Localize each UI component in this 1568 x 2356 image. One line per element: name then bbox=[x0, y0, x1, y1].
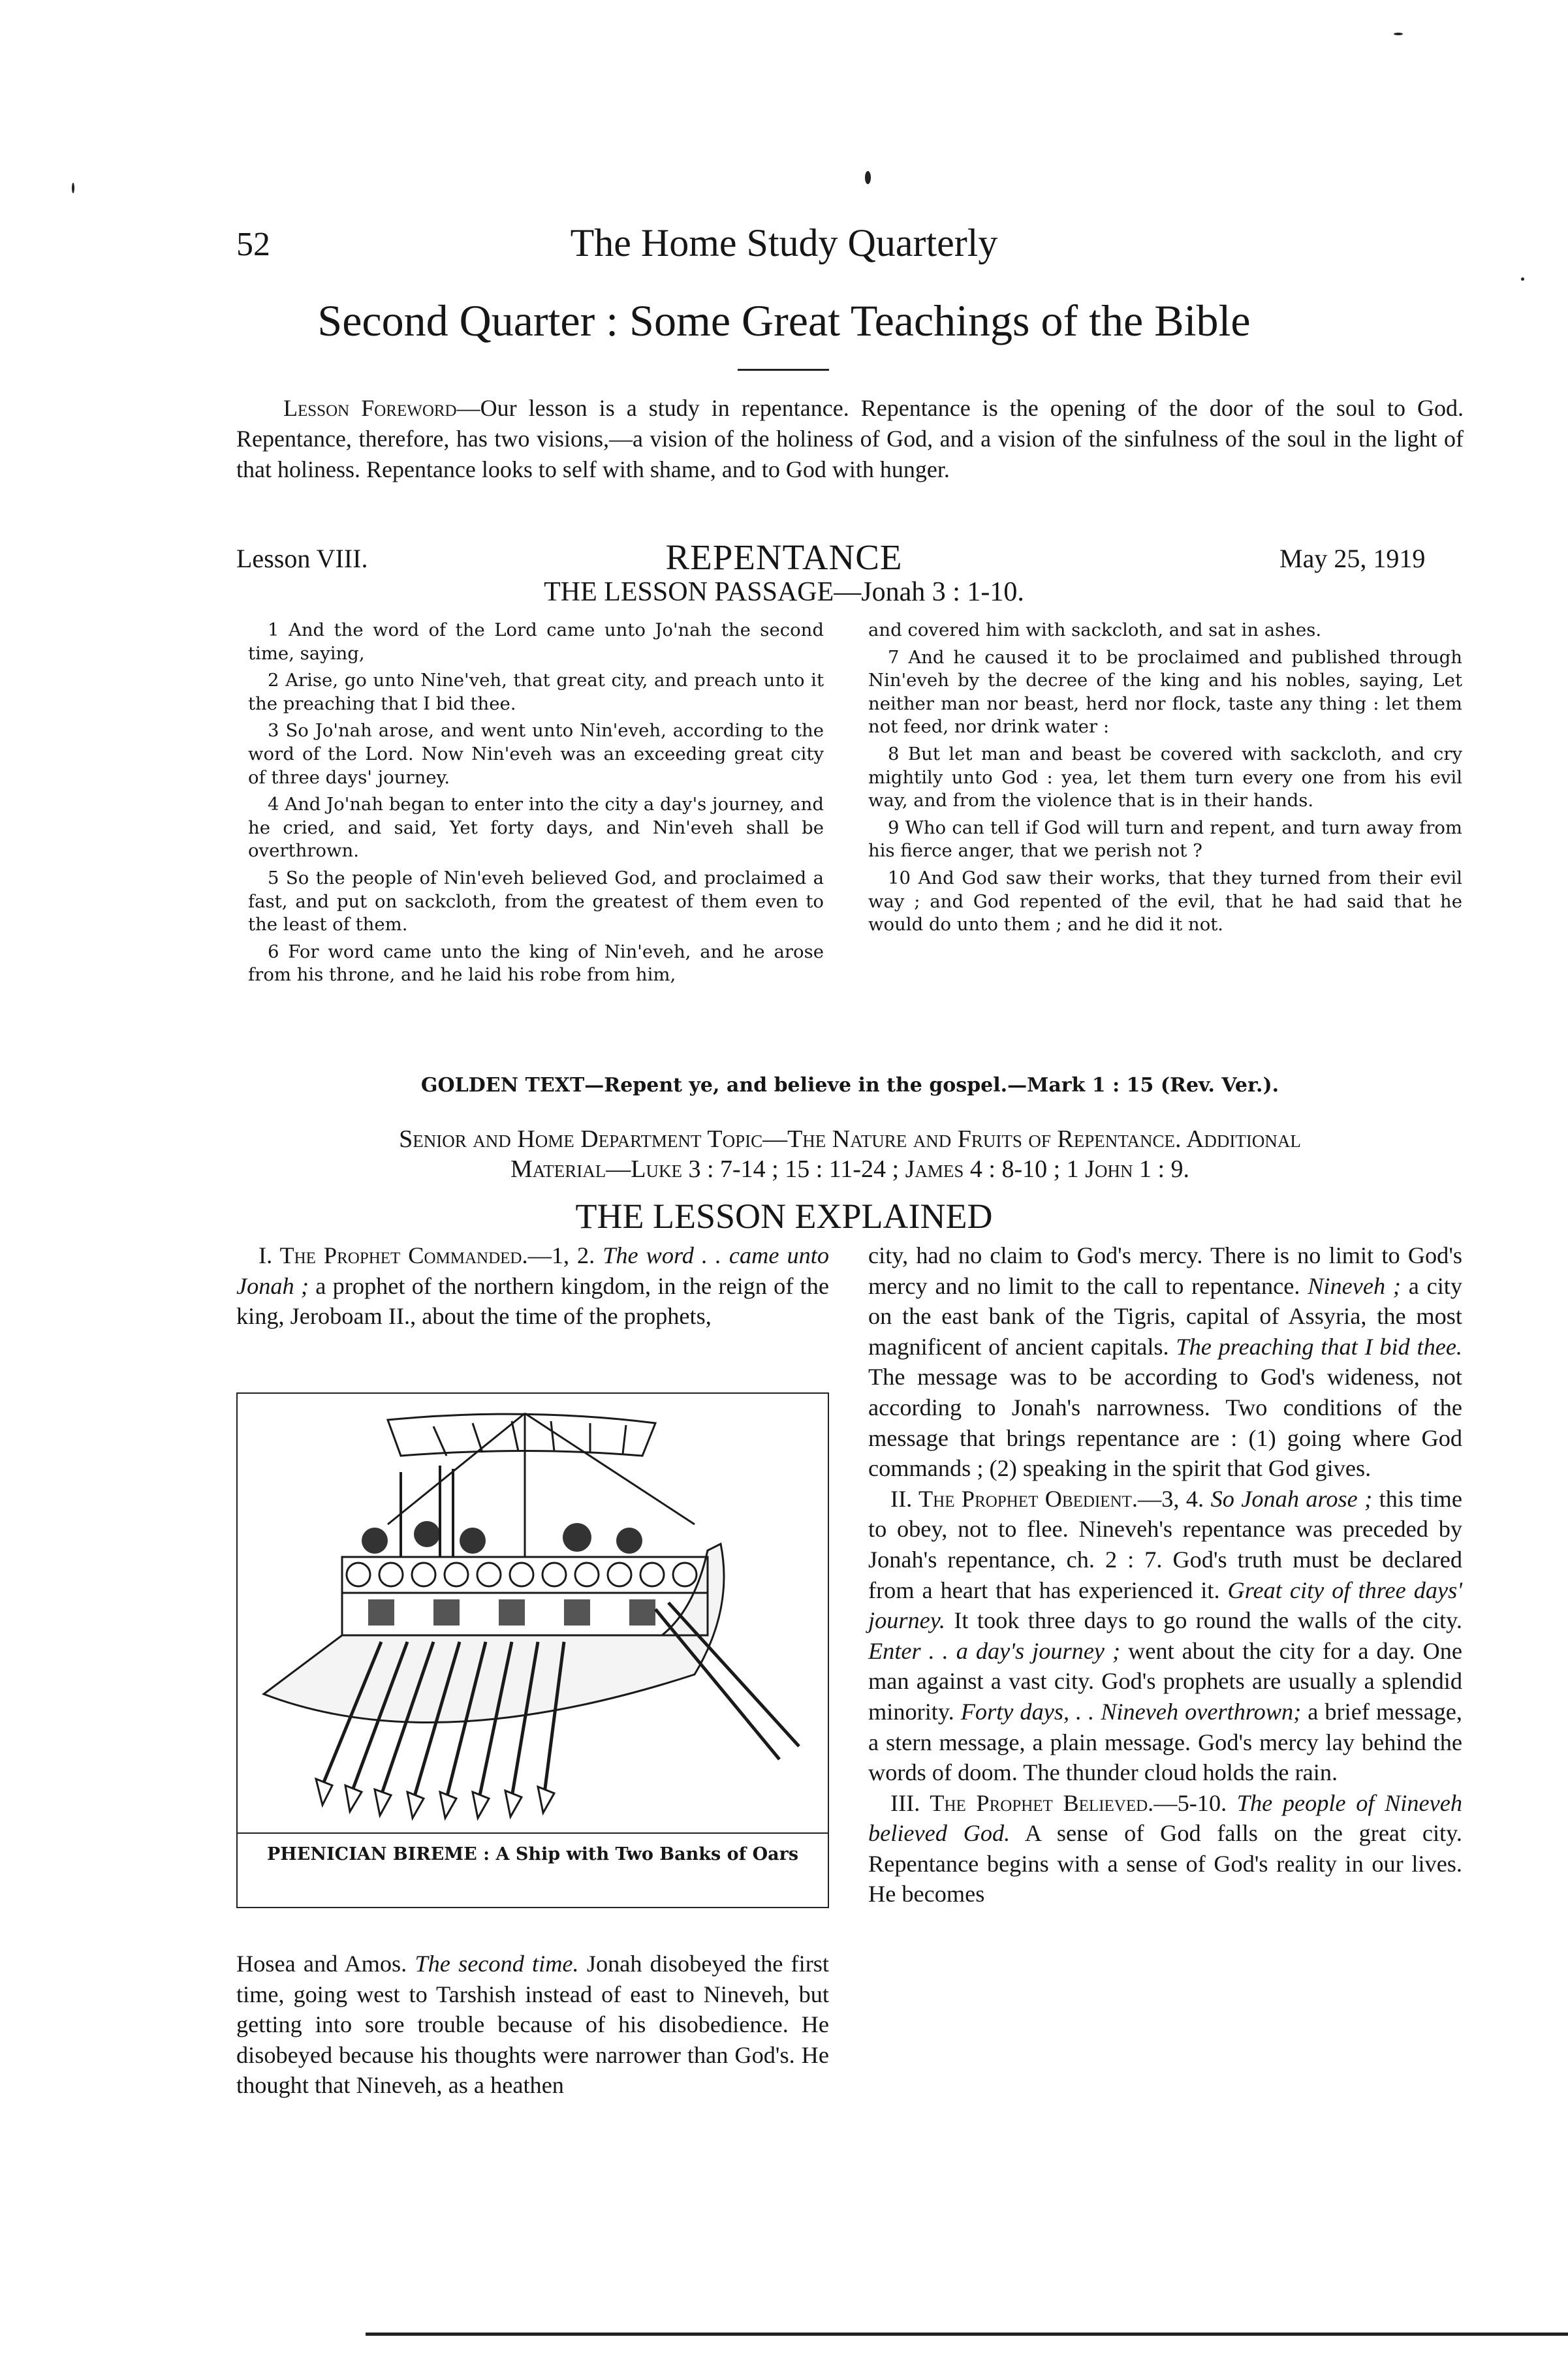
scripture-left-column bbox=[248, 619, 824, 991]
figure-caption: PHENICIAN BIREME : A Ship with Two Banks of Oars bbox=[266, 1844, 799, 1864]
paragraph bbox=[236, 1240, 829, 1332]
caption-rule bbox=[238, 1832, 828, 1834]
verse: 9 Who can tell if God will turn and repent, and turn away from his fierce anger, that we perish not ? bbox=[868, 817, 1462, 862]
section-label: III. The Prophet Believed. bbox=[890, 1789, 1154, 1816]
text: Hosea and Amos. bbox=[236, 1951, 407, 1977]
bireme-figure bbox=[236, 1392, 829, 1908]
topic-line: Material—Luke 3 : 7-14 ; 15 : 11-24 ; James 4 : 8-10 ; 1 John 1 : 9. bbox=[510, 1155, 1189, 1183]
department-topic bbox=[236, 1124, 1464, 1184]
text: this time to obey, not to flee. Nineveh's repentance was preceded by Jonah's repentance, ch. 2 : 7. God's truth must be declared from a heart that has experienced it. bbox=[868, 1485, 1463, 1603]
quote: Forty days, . . Nineveh overthrown; bbox=[960, 1698, 1302, 1725]
verse: 5 So the people of Nin'eveh believed God, and proclaimed a fast, and put on sackcloth, from the greatest of them even to the least of them. bbox=[248, 867, 824, 935]
scripture-right-column bbox=[868, 619, 1462, 941]
text: A sense of God falls on the great city. Repentance begins with a sense of God's reality in our lives. He becomes bbox=[868, 1820, 1462, 1908]
quote: Great city of three days' journey. bbox=[868, 1577, 1463, 1634]
text: went about the city for a day. One man against a vast city. God's prophets are usually a splendid minority. bbox=[868, 1637, 1463, 1725]
warriors bbox=[362, 1521, 642, 1554]
verse: 2 Arise, go unto Nine'veh, that great city, and preach unto it the preaching that I bid thee. bbox=[248, 670, 824, 714]
quote: The word . . came unto Jonah ; bbox=[236, 1242, 829, 1299]
quote: Nineveh ; bbox=[1308, 1272, 1401, 1299]
scan-speck bbox=[865, 171, 871, 184]
series-title: Second Quarter : Some Great Teachings of the Bible bbox=[317, 296, 1251, 345]
running-head: The Home Study Quarterly bbox=[570, 221, 998, 264]
quote: The preaching that I bid thee. bbox=[1176, 1333, 1463, 1360]
deck-pattern bbox=[368, 1599, 655, 1626]
verse-ref: —3, 4. bbox=[1137, 1485, 1204, 1512]
section-label: II. The Prophet Obedient. bbox=[890, 1485, 1138, 1512]
golden-text: GOLDEN TEXT—Repent ye, and believe in the gospel.—Mark 1 : 15 (Rev. Ver.). bbox=[420, 1074, 1279, 1097]
lesson-number: Lesson VIII. bbox=[236, 544, 368, 573]
text: Jonah disobeyed the first time, going west to Tarshish instead of east to Nineveh, but getting into sore trouble because of his disobedience. He disobeyed because his thoughts were narrower than God's. He thought that Nineveh, as a heathen bbox=[236, 1951, 830, 2099]
shield-row bbox=[347, 1563, 697, 1586]
quote: The people of Nineveh believed God. bbox=[868, 1789, 1463, 1847]
text: a brief message, a stern message, a plain message. God's mercy lay behind the words of doom. The thunder cloud holds the rain. bbox=[868, 1698, 1462, 1786]
explained-left-top bbox=[236, 1240, 829, 1332]
text: It took three days to go round the walls of the city. bbox=[954, 1607, 1462, 1634]
verse: 1 And the word of the Lord came unto Jo'nah the second time, saying, bbox=[248, 620, 824, 664]
text: a city on the east bank of the Tigris, capital of Assyria, the most magnificent of ancient capitals. bbox=[868, 1272, 1463, 1360]
verse: 6 For word came unto the king of Nin'eveh, and he arose from his throne, and he laid his robe from him, bbox=[248, 941, 824, 986]
footer-rule bbox=[366, 2332, 1568, 2336]
quote: So Jonah arose ; bbox=[1210, 1485, 1373, 1512]
scan-speck bbox=[1394, 33, 1403, 35]
lesson-title: REPENTANCE bbox=[665, 537, 903, 577]
verse-ref: —1, 2. bbox=[527, 1242, 595, 1268]
scan-speck bbox=[72, 183, 74, 193]
verse-ref: —5-10. bbox=[1153, 1789, 1227, 1816]
foreword-text: —Our lesson is a study in repentance. Repentance is the opening of the door of the soul to God. Repentance, therefore, has two visions,—a vision of the holiness of God, and a vision of the sinfulness of the soul in the light of that holiness. Repentance looks to self with shame, and to God with hunger. bbox=[236, 395, 1464, 482]
passage-heading: THE LESSON PASSAGE—Jonah 3 : 1-10. bbox=[544, 577, 1024, 607]
text: The message was to be according to God's wideness, not according to Jonah's narrowness. Two conditions of the message that brings repentance are : (1) going where God commands ; (2) speaking in the spirit that God gives. bbox=[868, 1364, 1462, 1482]
scan-speck bbox=[1521, 277, 1524, 281]
verse: 3 So Jo'nah arose, and went unto Nin'eveh, according to the word of the Lord. Now Nin'eveh was an exceeding great city of three days' journey. bbox=[248, 720, 824, 788]
lesson-explained-heading: THE LESSON EXPLAINED bbox=[575, 1197, 993, 1236]
topic-line: Senior and Home Department Topic—The Nature and Fruits of Repentance. Additional bbox=[399, 1125, 1301, 1153]
lesson-foreword bbox=[236, 393, 1464, 485]
verse: 4 And Jo'nah began to enter into the city a day's journey, and he cried, and said, Yet forty days, and Nin'eveh shall be overthrown. bbox=[248, 794, 824, 862]
verse: 8 But let man and beast be covered with sackcloth, and cry mightily unto God : yea, let them turn every one from his evil way, and from the violence that is in their hands. bbox=[868, 743, 1462, 811]
verse: and covered him with sackcloth, and sat in ashes. bbox=[868, 620, 1322, 640]
lesson-date: May 25, 1919 bbox=[1279, 544, 1426, 573]
paragraph bbox=[868, 1484, 1462, 1788]
explained-left-bottom bbox=[236, 1949, 829, 2101]
quote: Enter . . a day's journey ; bbox=[868, 1637, 1121, 1664]
verse: 10 And God saw their works, that they turned from their evil way ; and God repented of the evil, that he had said that he would do unto them ; and he did it not. bbox=[868, 867, 1462, 935]
sail bbox=[388, 1414, 655, 1456]
paragraph bbox=[236, 1949, 829, 2101]
page-number: 52 bbox=[236, 226, 270, 263]
phenician-bireme-illustration bbox=[238, 1394, 828, 1832]
verse: 7 And he caused it to be proclaimed and published through Nin'eveh by the decree of the king and his nobles, saying, Let neither man nor beast, herd nor flock, taste any thing : let them not feed, nor drink water : bbox=[868, 646, 1462, 738]
paragraph bbox=[868, 1240, 1462, 1484]
foreword-label: Lesson Foreword bbox=[283, 395, 457, 421]
quote: The second time. bbox=[415, 1951, 579, 1977]
text: city, had no claim to God's mercy. There is no limit to God's mercy and no limit to the call to repentance. bbox=[868, 1242, 1462, 1299]
text: a prophet of the northern kingdom, in the reign of the king, Jeroboam II., about the time of the prophets, bbox=[236, 1272, 829, 1330]
section-label: I. The Prophet Commanded. bbox=[259, 1242, 528, 1268]
explained-right-column bbox=[868, 1240, 1462, 1909]
paragraph bbox=[868, 1788, 1462, 1909]
title-rule bbox=[738, 369, 829, 371]
